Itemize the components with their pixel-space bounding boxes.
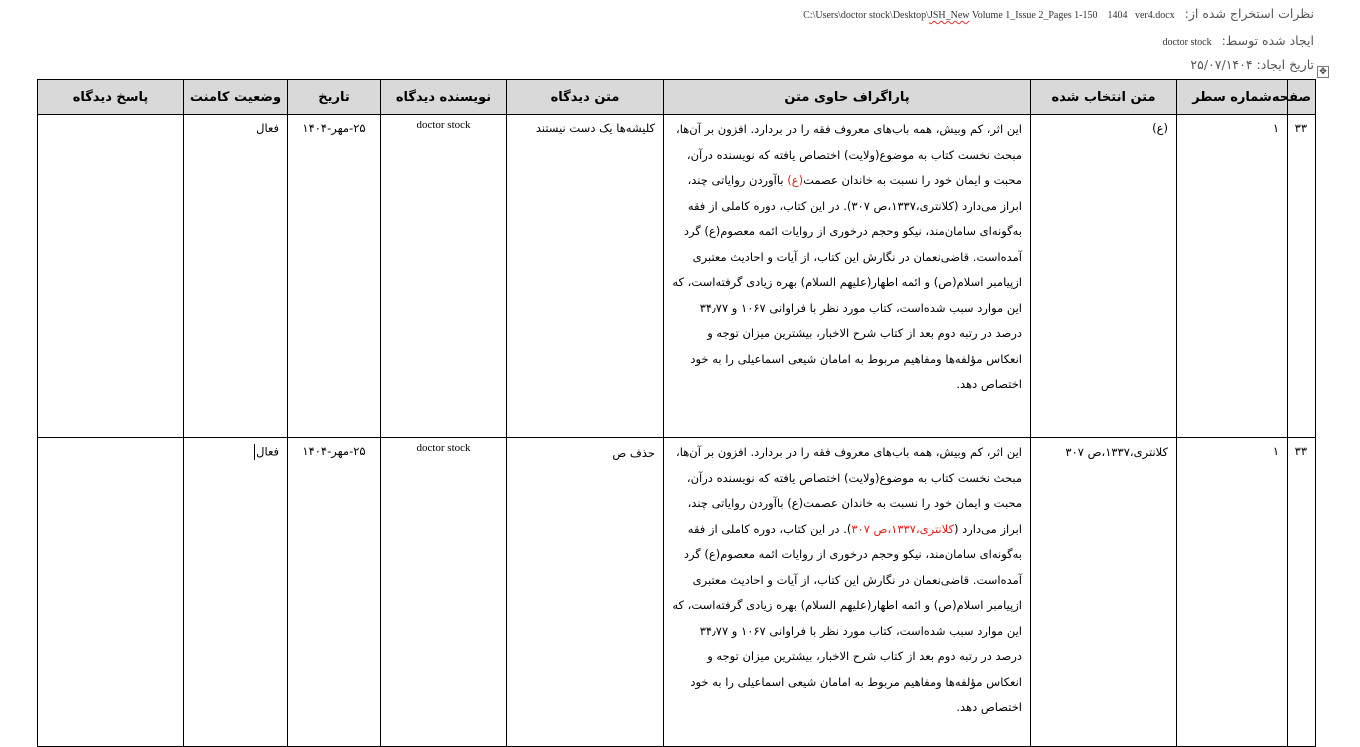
cell-page[interactable]: ۳۳ xyxy=(1288,115,1316,438)
table-row xyxy=(38,438,1316,747)
col-header-paragraph: پاراگراف حاوی متن xyxy=(664,80,1031,115)
created-date-label: تاریخ ایجاد: xyxy=(1256,57,1314,72)
move-arrows-icon[interactable]: ✥ xyxy=(1317,66,1329,78)
created-by-line xyxy=(1162,33,1314,48)
cell-reply[interactable] xyxy=(38,115,184,438)
cell-selected-text[interactable]: کلانتری،۱۳۳۷،ص ۳۰۷ xyxy=(1031,438,1177,747)
cell-status[interactable]: فعال xyxy=(184,115,288,438)
cell-status[interactable]: فعال xyxy=(184,438,288,747)
col-header-comment-text: متن دیدگاه xyxy=(507,80,664,115)
highlighted-text: (ع) xyxy=(787,173,804,187)
created-by-label: ایجاد شده توسط: xyxy=(1221,33,1314,48)
table-row xyxy=(38,115,1316,438)
cell-comment-text[interactable]: کلیشه‌ها یک دست نیستند xyxy=(507,115,664,438)
cell-paragraph[interactable]: این اثر، کم وبیش، همه باب‌های معروف فقه را در بردارد. افزون بر آن‌ها، مبحث نخست کتاب به موضوع(ولایت) اختصاص یافته که نویسنده درآن، محبت و ایمان خود را نسبت به خاندان عصمت(ع) باآوردن روایاتی چند، ابراز می‌دارد (کلانتری،۱۳۳۷،ص ۳۰۷). در این کتاب، دوره کاملی از فقه به‌گونه‌ای سامان‌مند، نیکو وحجم درخوری از روایات ائمه معصوم(ع) گرد آمده‌است. قاضی‌نعمان در نگارش این کتاب، از آیات و احادیث معتبری ازپیامبر اسلام(ص) و ائمه اطهار(علیهم السلام) بهره زیادی گرفته‌است، که این موارد سبب شده‌است، کتاب مورد نظر با فراوانی ۱۰۶۷ و ۳۴٫۷۷ درصد در رتبه دوم بعد از کتاب شرح الاخبار، بیشترین میزان توجه و انعکاس مؤلفه‌ها ومفاهیم مربوط به امامان شیعی اسماعیلی را به خود اختصاص دهد. xyxy=(664,438,1031,747)
spelling-flagged-word: JSH_New xyxy=(928,10,970,21)
created-by-value: doctor stock xyxy=(1162,37,1212,48)
col-header-date: تاریخ xyxy=(288,80,381,115)
created-date-value: ۲۵/۰۷/۱۴۰۴ xyxy=(1190,57,1253,72)
cell-selected-text[interactable]: (ع) xyxy=(1031,115,1177,438)
extracted-from-line xyxy=(803,6,1314,21)
col-header-status: وضعیت کامنت xyxy=(184,80,288,115)
comments-table xyxy=(37,79,1316,747)
cell-author[interactable]: doctor stock xyxy=(381,438,507,747)
extracted-from-label: نظرات استخراج شده از: xyxy=(1184,6,1314,21)
cell-reply[interactable] xyxy=(38,438,184,747)
table-header-row xyxy=(38,80,1316,115)
text-cursor xyxy=(254,444,255,460)
cell-date[interactable]: ۲۵-مهر-۱۴۰۴ xyxy=(288,115,381,438)
cell-comment-text[interactable]: حذف ص xyxy=(507,438,664,747)
col-header-author: نویسنده دیدگاه xyxy=(381,80,507,115)
col-header-reply: پاسخ دیدگاه xyxy=(38,80,184,115)
col-header-page: صفحه xyxy=(1288,80,1316,115)
cell-date[interactable]: ۲۵-مهر-۱۴۰۴ xyxy=(288,438,381,747)
cell-paragraph[interactable]: این اثر، کم وبیش، همه باب‌های معروف فقه را در بردارد. افزون بر آن‌ها، مبحث نخست کتاب به موضوع(ولایت) اختصاص یافته که نویسنده درآن، محبت و ایمان خود را نسبت به خاندان عصمت(ع) باآوردن روایاتی چند، ابراز می‌دارد (کلانتری،۱۳۳۷،ص ۳۰۷). در این کتاب، دوره کاملی از فقه به‌گونه‌ای سامان‌مند، نیکو وحجم درخوری از روایات ائمه معصوم(ع) گرد آمده‌است. قاضی‌نعمان در نگارش این کتاب، از آیات و احادیث معتبری ازپیامبر اسلام(ص) و ائمه اطهار(علیهم السلام) بهره زیادی گرفته‌است، که این موارد سبب شده‌است، کتاب مورد نظر با فراوانی ۱۰۶۷ و ۳۴٫۷۷ درصد در رتبه دوم بعد از کتاب شرح الاخبار، بیشترین میزان توجه و انعکاس مؤلفه‌ها ومفاهیم مربوط به امامان شیعی اسماعیلی را به خود اختصاص دهد. xyxy=(664,115,1031,438)
col-header-selected-text: متن انتخاب شده xyxy=(1031,80,1177,115)
created-date-line xyxy=(1190,57,1314,72)
extracted-from-path: C:\Users\doctor stock\Desktop\JSH_New Volume 1_Issue 2_Pages 1-150 1404 ver4.docx xyxy=(803,10,1175,21)
cell-line[interactable]: ۱ xyxy=(1177,438,1288,747)
col-header-line: شماره سطر xyxy=(1177,80,1288,115)
cell-line[interactable]: ۱ xyxy=(1177,115,1288,438)
cell-author[interactable]: doctor stock xyxy=(381,115,507,438)
cell-page[interactable]: ۳۳ xyxy=(1288,438,1316,747)
highlighted-text: کلانتری،۱۳۳۷،ص ۳۰۷ xyxy=(851,521,954,536)
